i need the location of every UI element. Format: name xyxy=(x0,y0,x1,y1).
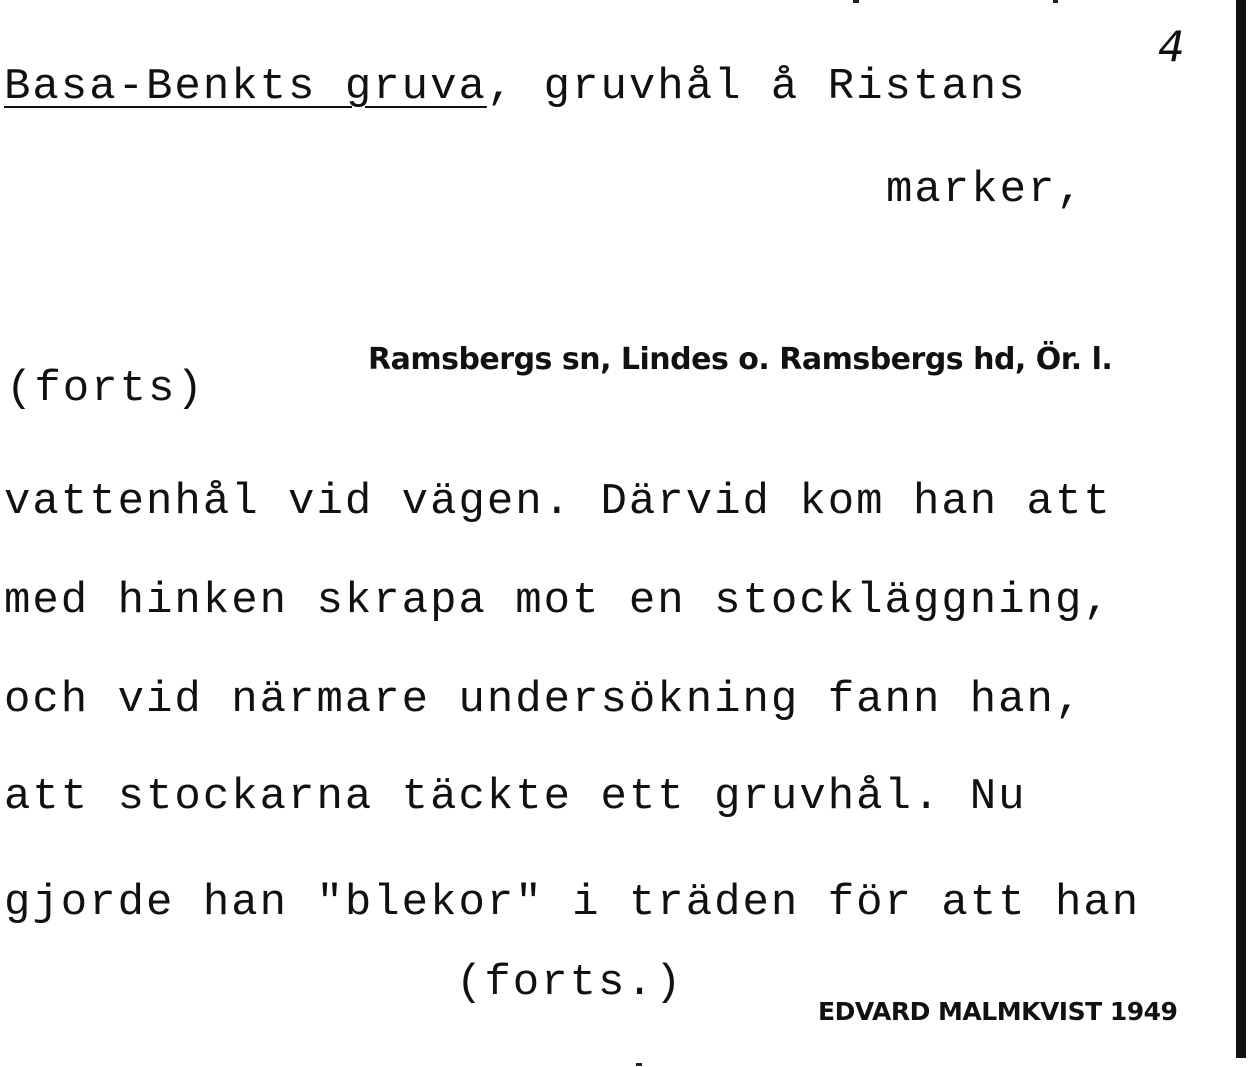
title-underlined: Basa-Benkts gruva xyxy=(4,62,487,112)
title-line-2: marker, xyxy=(886,165,1085,215)
body-line-3: och vid närmare undersökning fann han, xyxy=(4,675,1084,725)
title-line xyxy=(4,62,1027,112)
page-number: 4 xyxy=(1158,22,1185,71)
body-line-2: med hinken skrapa mot en stockläggning, xyxy=(4,576,1112,626)
title-rest: , gruvhål å Ristans xyxy=(486,62,1027,112)
speck-top-right xyxy=(1053,0,1058,3)
body-line-1: vattenhål vid vägen. Därvid kom han att xyxy=(4,477,1112,527)
card-right-border xyxy=(1236,0,1246,1058)
body-line-4: att stockarna täckte ett gruvhål. Nu xyxy=(4,772,1027,822)
forts-top: (forts) xyxy=(6,364,205,414)
location-stamp: Ramsbergs sn, Lindes o. Ramsbergs hd, Ör. l. xyxy=(368,342,1113,377)
speck-bottom xyxy=(636,1063,642,1066)
speck-top xyxy=(853,0,859,3)
body-line-5: gjorde han "blekor" i träden för att han xyxy=(4,878,1141,928)
forts-bottom: (forts.) xyxy=(456,958,684,1008)
collector-stamp: EDVARD MALMKVIST 1949 xyxy=(818,997,1178,1026)
